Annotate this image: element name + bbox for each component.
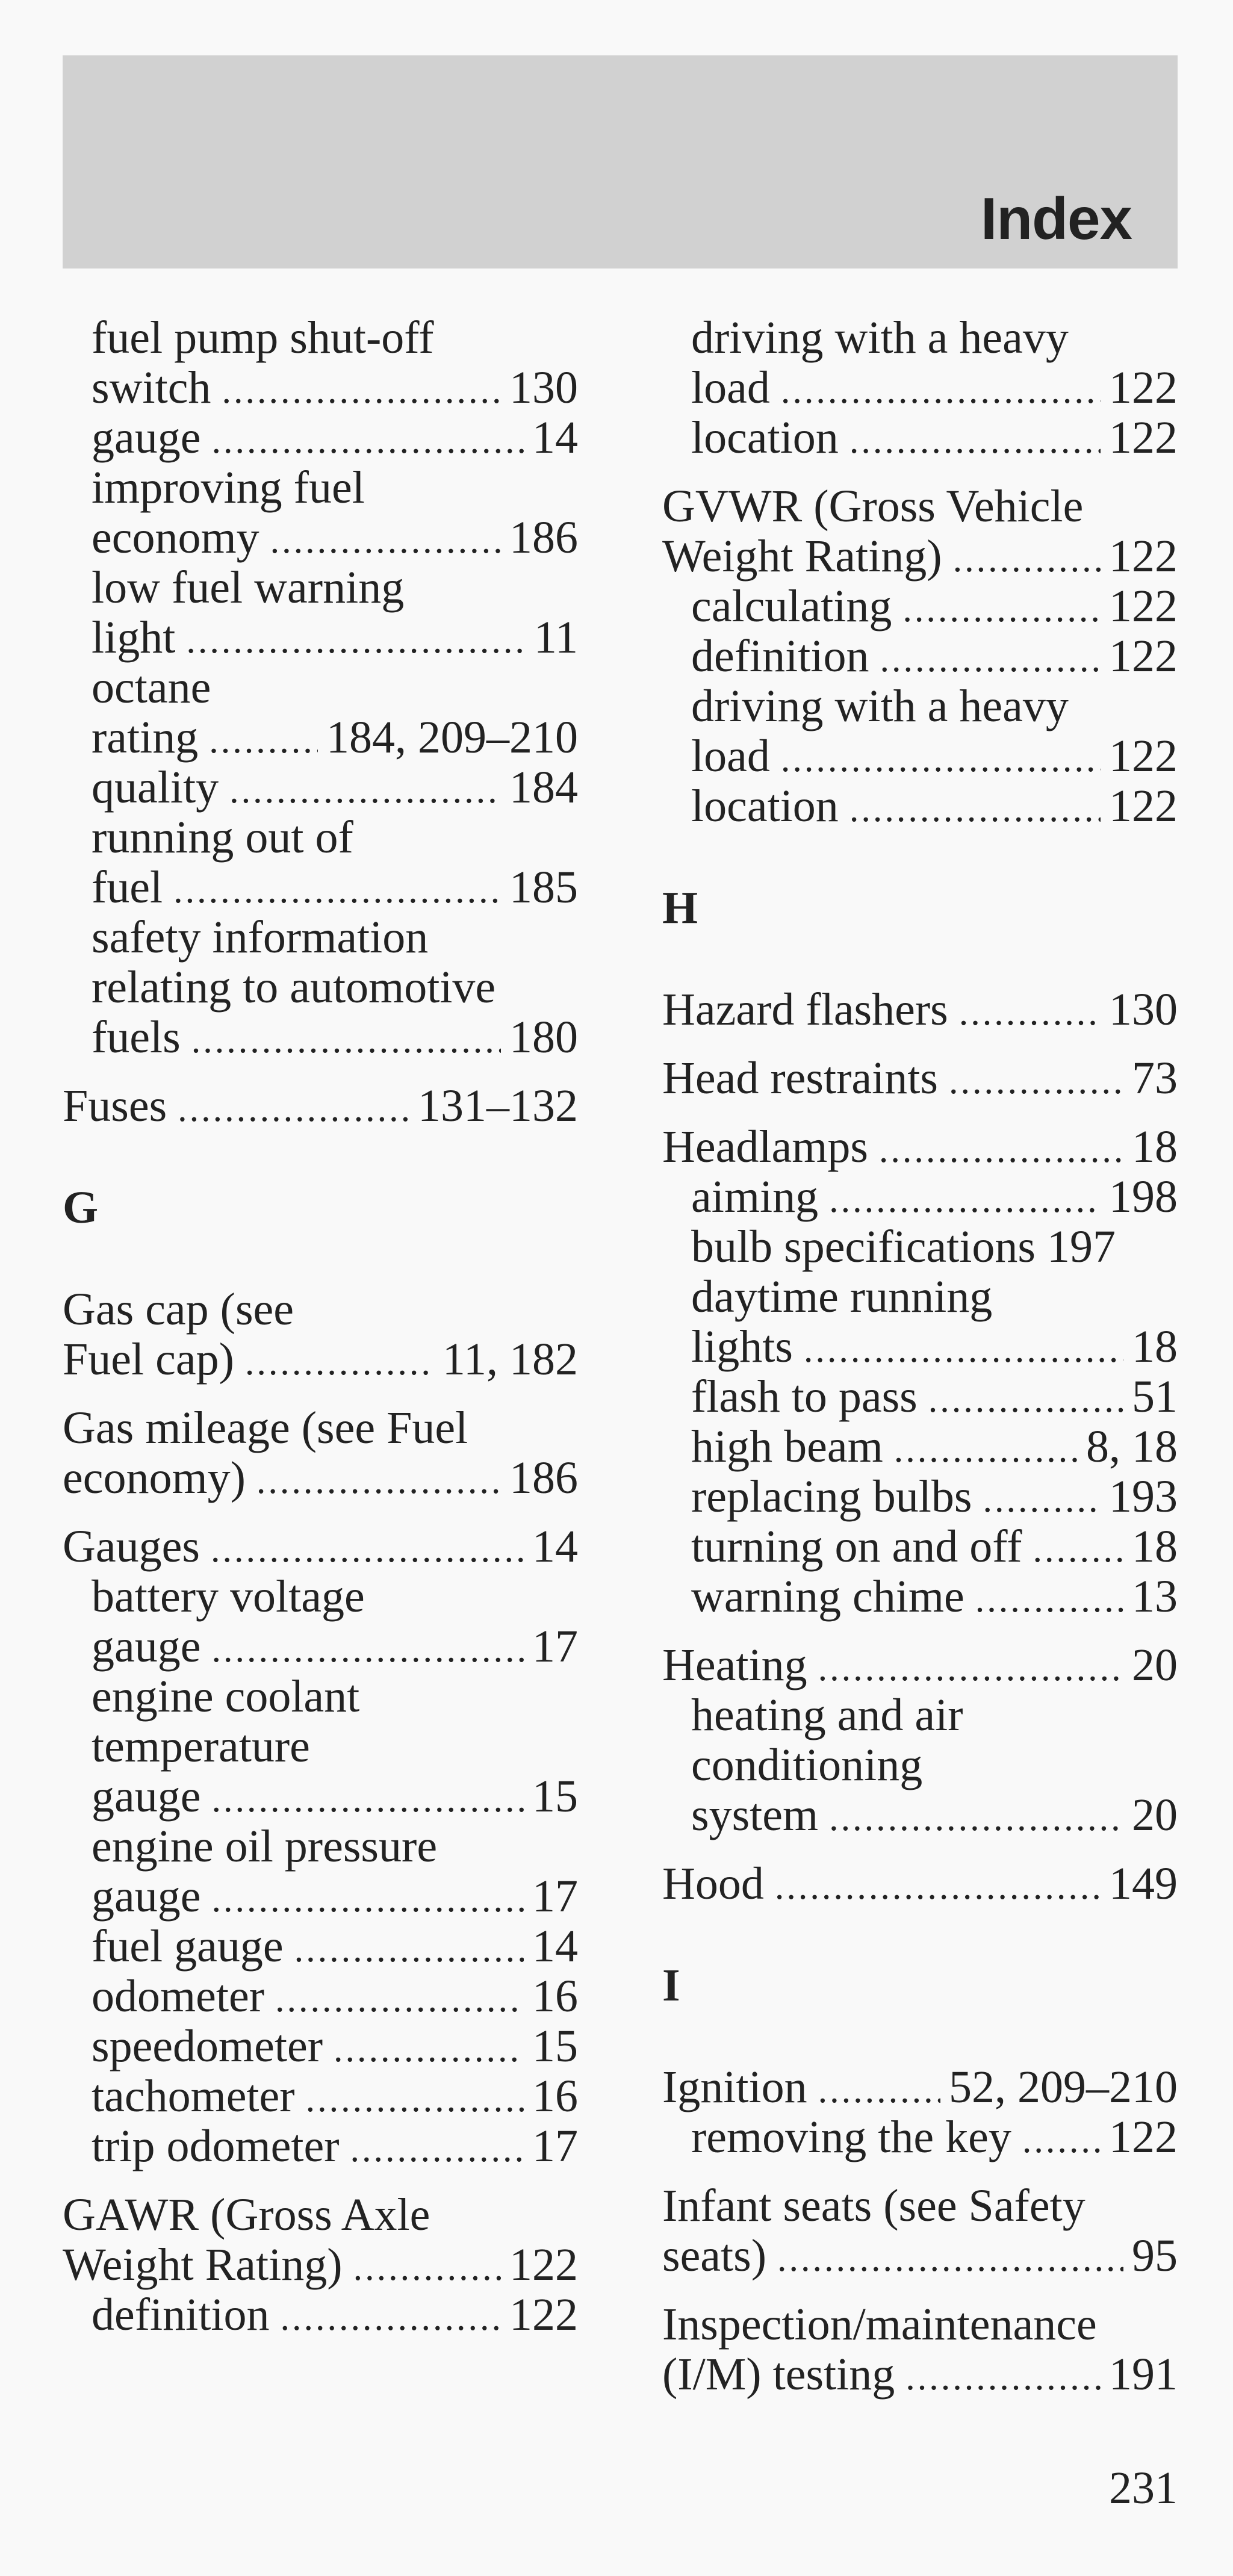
entry-term: warning chime	[691, 1571, 964, 1622]
index-entry	[662, 2062, 1178, 2112]
entry-page-ref: 11, 182	[442, 1334, 578, 1385]
entry-term: removing the key	[691, 2112, 1011, 2162]
index-subentry	[691, 1372, 1178, 1422]
dot-leader	[829, 1175, 1101, 1225]
index-subentry: fuel pump shut-off	[92, 312, 434, 363]
dot-leader	[829, 1793, 1123, 1843]
index-subentry: conditioning	[691, 1740, 923, 1790]
dot-leader	[275, 1975, 524, 2025]
dot-leader	[270, 516, 501, 566]
entry-term: Weight Rating)	[63, 2239, 343, 2290]
entry-page-ref: 20	[1132, 1790, 1178, 1840]
entry-term: economy)	[63, 1453, 246, 1503]
dot-leader	[1022, 2115, 1101, 2165]
index-subentry: relating to automotive	[92, 962, 496, 1013]
entry-page-ref: 18	[1132, 1122, 1178, 1172]
header-band	[63, 55, 1178, 268]
index-subentry	[691, 731, 1178, 781]
dot-leader	[211, 1875, 524, 1925]
entry-term: fuel gauge	[92, 1921, 284, 1972]
dot-leader	[879, 1125, 1123, 1175]
entry-term: odometer	[92, 1971, 265, 2022]
entry-term: definition	[92, 2289, 270, 2340]
dot-leader	[353, 2243, 501, 2293]
dot-leader	[781, 366, 1101, 416]
index-subentry	[92, 1772, 578, 1822]
index-subentry: daytime running	[691, 1271, 993, 1322]
entry-term: Head restraints	[662, 1053, 938, 1103]
dot-leader	[928, 1375, 1123, 1425]
dot-leader	[975, 1575, 1123, 1625]
entry-page-ref: 51	[1132, 1371, 1178, 1422]
dot-leader	[818, 1643, 1123, 1693]
index-subentry: running out of	[92, 812, 353, 863]
entry-term: economy	[92, 512, 259, 563]
index-subentry: low fuel warning	[92, 562, 405, 613]
entry-page-ref: 180	[509, 1012, 578, 1063]
index-subentry	[92, 1013, 578, 1063]
index-subentry: driving with a heavy	[691, 681, 1069, 731]
entry-page-ref: 184, 209–210	[326, 712, 578, 763]
index-subentry	[691, 1422, 1178, 1472]
dot-leader	[178, 1084, 409, 1134]
dot-leader	[804, 1325, 1123, 1375]
index-subentry	[92, 413, 578, 463]
entry-page-ref: 15	[532, 2021, 578, 2072]
dot-leader	[781, 734, 1101, 784]
dot-leader	[902, 585, 1101, 635]
entry-page-ref: 122	[1109, 412, 1178, 463]
page-title: Index	[981, 185, 1132, 252]
entry-page-ref: 17	[532, 1621, 578, 1672]
entry-term: Hazard flashers	[662, 984, 948, 1035]
entry-page-ref: 14	[532, 1921, 578, 1972]
index-entry	[662, 985, 1178, 1035]
index-column-right	[662, 313, 1178, 2400]
entry-term: high beam	[691, 1421, 883, 1472]
entry-term: switch	[92, 362, 211, 413]
dot-leader	[775, 1862, 1101, 1912]
entry-page-ref: 186	[509, 512, 578, 563]
dot-leader	[294, 1925, 524, 1975]
entry-term: trip odometer	[92, 2121, 340, 2171]
index-subentry	[92, 713, 578, 763]
entry-term: flash to pass	[691, 1371, 918, 1422]
dot-leader	[211, 1525, 524, 1575]
entry-term: fuels	[92, 1012, 181, 1063]
dot-leader	[211, 416, 524, 466]
entry-page-ref: 11	[533, 612, 578, 663]
entry-term: Ignition	[662, 2062, 807, 2112]
index-entry: Gas mileage (see Fuel	[63, 1403, 468, 1453]
entry-term: replacing bulbs	[691, 1471, 972, 1522]
index-subentry	[691, 1172, 1178, 1222]
index-subentry	[92, 1872, 578, 1922]
index-entry	[662, 2231, 1178, 2281]
dot-leader	[281, 2293, 501, 2343]
dot-leader	[849, 784, 1101, 834]
entry-page-ref: 17	[532, 1871, 578, 1922]
index-subentry	[92, 2121, 578, 2171]
entry-term: quality	[92, 762, 219, 813]
entry-term: Headlamps	[662, 1122, 868, 1172]
entry-page-ref: 18	[1132, 1321, 1178, 1372]
dot-leader	[959, 988, 1101, 1038]
entry-term: turning on and off	[691, 1521, 1022, 1572]
page-number: 231	[1109, 2463, 1178, 2513]
index-subentry: battery voltage	[92, 1571, 365, 1622]
entry-term: (I/M) testing	[662, 2349, 895, 2400]
index-subentry	[691, 1522, 1178, 1572]
entry-page-ref: 16	[532, 1971, 578, 2022]
dot-leader	[245, 1338, 434, 1388]
entry-term: rating	[92, 712, 199, 763]
entry-page-ref: 130	[1109, 984, 1178, 1035]
index-entry: Infant seats (see Safety	[662, 2180, 1085, 2231]
entry-term: Gauges	[63, 1521, 200, 1572]
entry-page-ref: 14	[532, 1521, 578, 1572]
entry-page-ref: 198	[1109, 1172, 1178, 1222]
entry-term: speedometer	[92, 2021, 323, 2072]
index-subentry	[92, 2022, 578, 2072]
index-subentry: bulb specifications 197	[691, 1221, 1116, 1272]
entry-term: gauge	[92, 1771, 201, 1822]
index-entry	[63, 1335, 578, 1385]
dot-leader	[334, 2025, 524, 2075]
dot-leader	[209, 716, 318, 766]
entry-page-ref: 185	[509, 862, 578, 913]
entry-page-ref: 14	[532, 412, 578, 463]
entry-term: seats)	[662, 2230, 767, 2281]
index-entry	[63, 2240, 578, 2290]
entry-term: lights	[691, 1321, 793, 1372]
dot-leader	[894, 1425, 1078, 1475]
dot-leader	[905, 2353, 1101, 2403]
section-letter: H	[662, 883, 698, 933]
index-subentry	[691, 1572, 1178, 1622]
entry-term: definition	[691, 631, 869, 681]
entry-term: Weight Rating)	[662, 531, 942, 582]
entry-term: gauge	[92, 1621, 201, 1672]
dot-leader	[186, 616, 525, 666]
entry-page-ref: 130	[509, 362, 578, 413]
dot-leader	[306, 2075, 524, 2124]
entry-page-ref: 149	[1109, 1858, 1178, 1909]
index-subentry	[92, 2072, 578, 2121]
entry-page-ref: 122	[1109, 781, 1178, 831]
index-subentry	[92, 363, 578, 413]
entry-page-ref: 193	[1109, 1471, 1178, 1522]
entry-term: gauge	[92, 412, 201, 463]
entry-page-ref: 122	[1109, 631, 1178, 681]
entry-page-ref: 191	[1109, 2349, 1178, 2400]
index-entry	[662, 1054, 1178, 1103]
entry-term: fuel	[92, 862, 163, 913]
index-entry	[662, 2350, 1178, 2400]
entry-term: load	[691, 731, 770, 781]
index-entry: GVWR (Gross Vehicle	[662, 481, 1084, 532]
index-subentry: engine coolant	[92, 1671, 360, 1722]
index-entry	[63, 1453, 578, 1503]
index-subentry: heating and air	[691, 1690, 963, 1740]
dot-leader	[880, 635, 1101, 684]
entry-term: calculating	[691, 581, 892, 632]
index-subentry: engine oil pressure	[92, 1821, 438, 1872]
entry-page-ref: 8, 18	[1086, 1421, 1178, 1472]
index-subentry	[691, 413, 1178, 463]
index-subentry: driving with a heavy	[691, 312, 1069, 363]
entry-page-ref: 95	[1132, 2230, 1178, 2281]
index-subentry	[92, 513, 578, 563]
entry-page-ref: 122	[1109, 531, 1178, 582]
index-entry: Inspection/maintenance	[662, 2299, 1097, 2350]
index-subentry	[691, 582, 1178, 632]
dot-leader	[229, 766, 501, 816]
dot-leader	[1033, 1525, 1123, 1575]
index-entry: Gas cap (see	[63, 1284, 294, 1335]
entry-term: gauge	[92, 1871, 201, 1922]
entry-page-ref: 186	[509, 1453, 578, 1503]
dot-leader	[818, 2065, 940, 2115]
entry-term: location	[691, 412, 839, 463]
dot-leader	[173, 866, 501, 916]
entry-page-ref: 122	[509, 2239, 578, 2290]
index-subentry	[92, 613, 578, 663]
entry-page-ref: 122	[1109, 362, 1178, 413]
dot-leader	[211, 1625, 524, 1675]
index-entry: GAWR (Gross Axle	[63, 2190, 430, 2240]
dot-leader	[949, 1057, 1123, 1106]
entry-term: Heating	[662, 1640, 807, 1690]
entry-page-ref: 122	[1109, 581, 1178, 632]
index-subentry	[691, 632, 1178, 681]
entry-term: Hood	[662, 1858, 764, 1909]
entry-term: Fuses	[63, 1081, 167, 1131]
index-subentry	[92, 1922, 578, 1972]
dot-leader	[953, 535, 1101, 585]
section-letter: G	[63, 1182, 99, 1233]
entry-page-ref: 131–132	[418, 1081, 578, 1131]
entry-term: aiming	[691, 1172, 819, 1222]
entry-page-ref: 13	[1132, 1571, 1178, 1622]
index-subentry	[92, 763, 578, 813]
entry-term: system	[691, 1790, 819, 1840]
index-subentry	[92, 863, 578, 913]
index-subentry: octane	[92, 662, 211, 713]
dot-leader	[983, 1475, 1101, 1525]
entry-page-ref: 17	[532, 2121, 578, 2171]
index-column-left	[63, 313, 578, 2340]
dot-leader	[350, 2124, 524, 2174]
index-subentry: safety information	[92, 912, 429, 963]
entry-page-ref: 18	[1132, 1521, 1178, 1572]
dot-leader	[191, 1016, 501, 1066]
index-subentry	[691, 781, 1178, 831]
index-entry	[63, 1522, 578, 1572]
dot-leader	[211, 1775, 524, 1825]
entry-page-ref: 122	[1109, 731, 1178, 781]
entry-page-ref: 20	[1132, 1640, 1178, 1690]
index-subentry	[691, 363, 1178, 413]
entry-page-ref: 122	[509, 2289, 578, 2340]
index-subentry	[92, 1622, 578, 1672]
index-subentry: improving fuel	[92, 462, 365, 513]
dot-leader	[777, 2234, 1123, 2284]
entry-page-ref: 184	[509, 762, 578, 813]
index-subentry	[691, 1472, 1178, 1522]
entry-page-ref: 16	[532, 2071, 578, 2121]
index-entry	[662, 1640, 1178, 1690]
index-entry	[63, 1081, 578, 1131]
dot-leader	[222, 366, 501, 416]
dot-leader	[256, 1456, 501, 1506]
index-subentry	[691, 1790, 1178, 1840]
entry-term: load	[691, 362, 770, 413]
index-entry	[662, 1122, 1178, 1172]
entry-page-ref: 122	[1109, 2112, 1178, 2162]
entry-term: Fuel cap)	[63, 1334, 234, 1385]
index-subentry	[691, 2112, 1178, 2162]
index-entry	[662, 1859, 1178, 1909]
entry-term: tachometer	[92, 2071, 295, 2121]
entry-term: location	[691, 781, 839, 831]
index-subentry	[92, 2290, 578, 2340]
dot-leader	[849, 416, 1101, 466]
index-subentry	[691, 1322, 1178, 1372]
entry-term: light	[92, 612, 176, 663]
index-subentry	[92, 1972, 578, 2022]
entry-page-ref: 15	[532, 1771, 578, 1822]
entry-page-ref: 52, 209–210	[949, 2062, 1178, 2112]
section-letter: I	[662, 1960, 680, 2011]
entry-page-ref: 73	[1132, 1053, 1178, 1103]
index-entry	[662, 532, 1178, 582]
index-subentry: temperature	[92, 1721, 310, 1772]
